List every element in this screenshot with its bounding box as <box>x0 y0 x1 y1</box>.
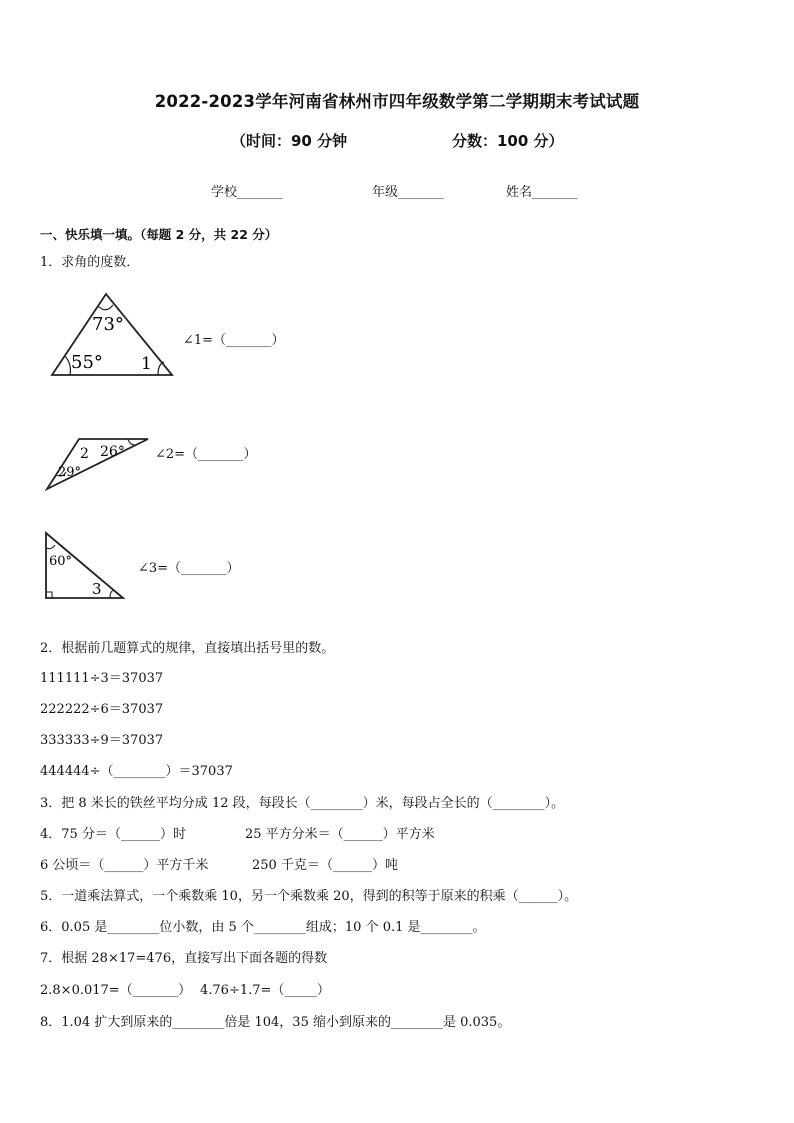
q1-answer-1[interactable]: ∠1=（_______） <box>183 333 285 348</box>
exam-score: 分数：100 分） <box>452 132 564 150</box>
q4-part-b[interactable]: 25 平方分米＝（______）平方米 <box>245 827 435 842</box>
q8-text[interactable]: 8．1.04 扩大到原来的________倍是 104，35 缩小到原来的________是 0.035。 <box>40 1015 511 1030</box>
q4-part-d[interactable]: 250 千克＝（______）吨 <box>252 858 398 873</box>
fig2-inner-label: 2 <box>80 446 89 462</box>
right-angle-mark <box>46 592 52 598</box>
triangle-figure-2 <box>44 434 154 496</box>
angle-arc-3-right <box>110 590 114 598</box>
fig1-top-angle: 73° <box>92 314 124 335</box>
triangle-figure-3 <box>40 528 128 604</box>
q2-line-1: 111111÷3＝37037 <box>40 671 164 686</box>
q4-part-c[interactable]: 6 公顷＝（______）平方千米 <box>40 858 209 873</box>
q7-prompt: 7．根据 28×17=476，直接写出下面各题的得数 <box>40 951 328 966</box>
angle-arc-3-top <box>46 545 55 549</box>
triangle-2-shape <box>47 439 148 489</box>
q2-prompt: 2．根据前几题算式的规律，直接填出括号里的数。 <box>40 641 335 656</box>
name-field[interactable]: 姓名_______ <box>506 185 578 200</box>
section-heading: 一、快乐填一填。（每题 2 分，共 22 分） <box>40 227 278 242</box>
q2-line-3: 333333÷9＝37037 <box>40 733 164 748</box>
fig2-left-angle: 29° <box>58 465 82 480</box>
q6-text[interactable]: 6．0.05 是________位小数，由 5 个________组成；10 个 0.1 是________。 <box>40 920 486 935</box>
exam-time: （时间：90 分钟 <box>231 132 348 150</box>
q4-part-a[interactable]: 4．75 分＝（______）时 <box>40 827 186 842</box>
q1-answer-2[interactable]: ∠2=（_______） <box>155 447 257 462</box>
fig2-top-angle: 26° <box>100 444 125 460</box>
triangle-figure-1 <box>40 288 185 386</box>
q5-text[interactable]: 5．一道乘法算式，一个乘数乘 10，另一个乘数乘 20，得到的积等于原来的积乘（______）。 <box>40 889 578 904</box>
q7-part-b[interactable]: 4.76÷1.7=（_____） <box>200 983 330 998</box>
angle-arc-left <box>65 356 70 375</box>
grade-field[interactable]: 年级_______ <box>372 185 444 200</box>
page-title: 2022-2023学年河南省林州市四年级数学第二学期期末考试试题 <box>154 92 640 111</box>
fig3-inner-label: 3 <box>92 580 102 598</box>
fig1-left-angle: 55° <box>71 352 103 373</box>
fig1-right-label: 1 <box>141 354 152 374</box>
fig3-corner-angle: 60° <box>49 554 73 569</box>
q3-text[interactable]: 3．把 8 米长的铁丝平均分成 12 段，每段长（________）米，每段占全长的（________）。 <box>40 796 565 811</box>
q7-part-a[interactable]: 2.8×0.017=（_______） <box>40 983 192 998</box>
school-field[interactable]: 学校_______ <box>211 185 283 200</box>
angle-arc-top <box>98 305 113 310</box>
q1-answer-3[interactable]: ∠3=（_______） <box>138 561 240 576</box>
q2-line-2: 222222÷6＝37037 <box>40 702 164 717</box>
q1-prompt: 1．求角的度数． <box>40 255 140 270</box>
q2-line-4[interactable]: 444444÷（________）＝37037 <box>40 764 233 779</box>
